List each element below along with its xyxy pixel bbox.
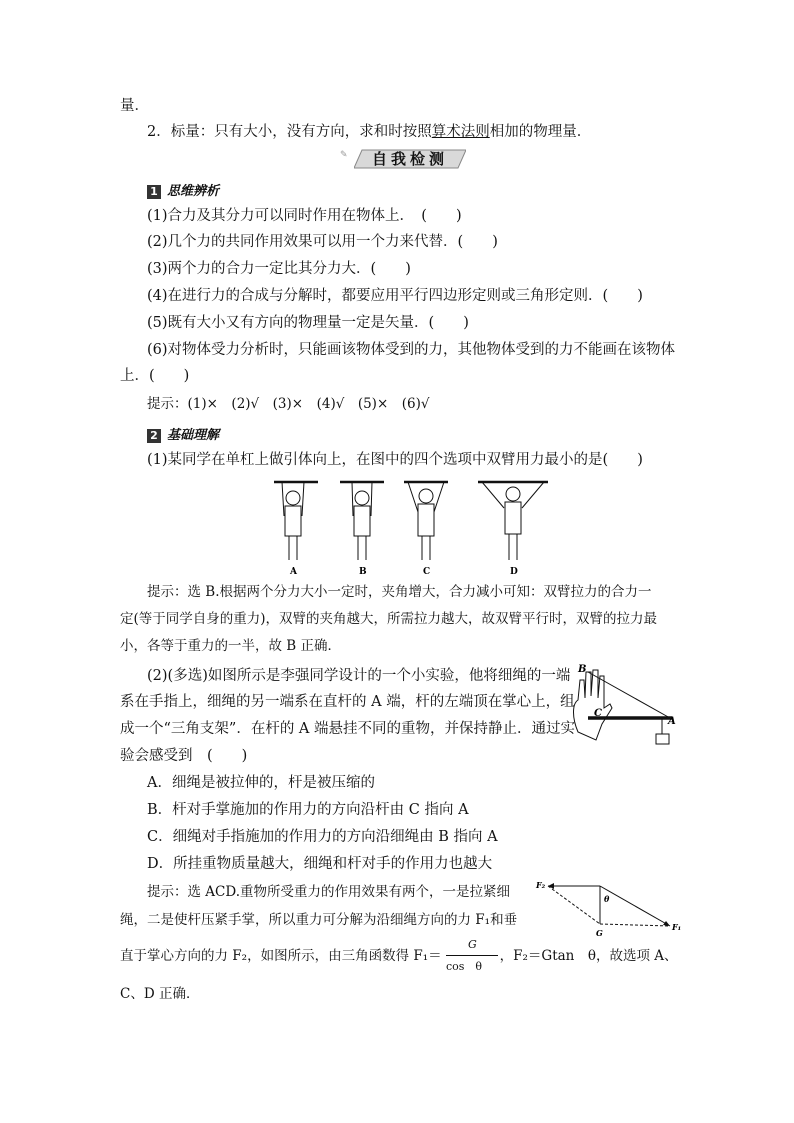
question-item: (3)两个力的合力一定比其分力大．( ): [147, 261, 411, 277]
hand-tripod-figure: [566, 660, 676, 750]
question-item: 系在手指上，细绳的另一端系在直杆的 A 端，杆的左端顶在掌心上，组: [120, 694, 575, 710]
answer-hint: 提示：选 B.根据两个分力大小一定时，夹角增大，合力减小可知：双臂拉力的合力一: [147, 584, 652, 600]
answer-hint: 定(等于同学自身的重力)，双臂的夹角越大，所需拉力越大，故双臂平行时，双臂的拉力最: [120, 611, 658, 627]
option-label-b: B: [359, 567, 367, 576]
text-fragment: 直于掌心方向的力 F₂，如图所示，由三角函数得 F₁＝: [120, 948, 442, 964]
section-title: 思维辨析: [167, 184, 220, 199]
pullup-figure: [268, 476, 558, 576]
question-item: (5)既有大小又有方向的物理量一定是矢量．( ): [147, 315, 469, 331]
option-label-d: D: [510, 567, 518, 576]
question-item: 上．( ): [120, 368, 190, 384]
answer-hint: [120, 946, 678, 966]
question-item: 成一个“三角支架”．在杆的 A 端悬挂不同的重物，并保持静止．通过实: [120, 721, 576, 737]
fraction-numerator: G: [468, 938, 477, 951]
section-number: 2: [147, 429, 161, 443]
question-item: (2)几个力的共同作用效果可以用一个力来代替．( ): [147, 234, 498, 250]
label-c: C: [594, 708, 602, 719]
answer-hint: 提示：(1)× (2)√ (3)× (4)√ (5)× (6)√: [147, 396, 430, 412]
question-item: (2)(多选)如图所示是李强同学设计的一个小实验，他将细绳的一端: [147, 668, 571, 684]
text-fragment: ，F₂＝Gtan θ，故选项 A、: [499, 948, 678, 964]
section-number: 1: [147, 185, 161, 199]
option-label-c: C: [423, 567, 431, 576]
label-a: A: [668, 716, 676, 727]
section-heading: [147, 424, 219, 442]
label-f1: F₁: [672, 922, 682, 932]
fraction-bar: [446, 955, 498, 956]
option-item: D．所挂重物质量越大，细绳和杆对手的作用力也越大: [147, 856, 493, 872]
question-item: (1)某同学在单杠上做引体向上，在图中的四个选项中双臂用力最小的是( ): [147, 452, 643, 468]
label-f2: F₂: [536, 880, 546, 890]
force-diagram: [534, 876, 684, 940]
label-g: G: [596, 928, 603, 938]
text-line: [147, 122, 591, 142]
underlined-term: 算术法则: [431, 124, 490, 140]
banner-title: 自我检测: [371, 150, 448, 168]
text-fragment: 2．标量：只有大小，没有方向，求和时按照: [147, 124, 432, 140]
option-item: C．细绳对手指施加的作用力的方向沿细绳由 B 指向 A: [147, 829, 498, 845]
pencil-icon: ✎: [340, 150, 348, 160]
fraction-denominator: cos θ: [446, 960, 483, 973]
option-label-a: A: [290, 567, 297, 576]
question-item: (6)对物体受力分析时，只能画该物体受到的力，其他物体受到的力不能画在该物体: [147, 342, 676, 358]
question-item: (1)合力及其分力可以同时作用在物体上． ( ): [147, 208, 462, 224]
answer-hint: C、D 正确．: [120, 986, 200, 1002]
section-heading: [147, 180, 219, 198]
section-banner: [354, 148, 466, 170]
text-line: 量．: [120, 98, 149, 114]
answer-hint: 提示：选 ACD.重物所受重力的作用效果有两个，一是拉紧细: [147, 884, 511, 900]
question-item: 验会感受到 ( ): [120, 748, 248, 764]
label-theta: θ: [604, 894, 610, 904]
section-title: 基础理解: [167, 428, 220, 443]
answer-hint: 绳，二是使杆压紧手掌，所以重力可分解为沿细绳方向的力 F₁和垂: [120, 912, 518, 928]
answer-hint: 小，各等于重力的一半，故 B 正确．: [120, 638, 342, 654]
option-item: B．杆对手掌施加的作用力的方向沿杆由 C 指向 A: [147, 802, 469, 818]
label-b: B: [578, 664, 587, 675]
text-fragment: 相加的物理量．: [489, 124, 592, 140]
question-item: (4)在进行力的合成与分解时，都要应用平行四边形定则或三角形定则．( ): [147, 288, 643, 304]
option-item: A．细绳是被拉伸的，杆是被压缩的: [147, 775, 375, 791]
